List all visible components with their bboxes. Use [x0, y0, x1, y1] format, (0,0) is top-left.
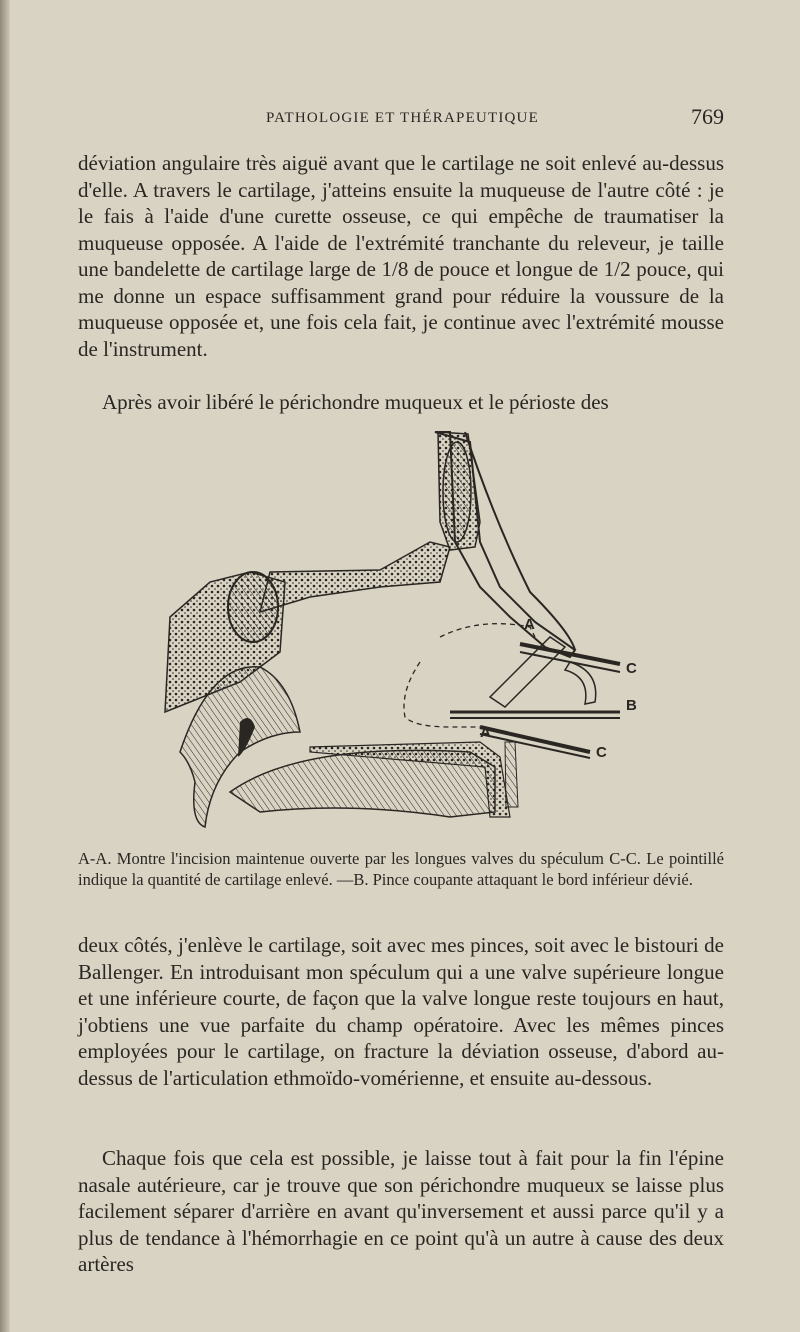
- label-b: B: [626, 697, 637, 714]
- paragraph-1: déviation angulaire très aiguë avant que le cartilage ne soit enlevé au-dessus d'elle. A travers le cartilage, j'atteins ensuite la muqueuse de l'autre côté : je le fais à l'aide d'une curette osseuse, ce qui empêche de traumatiser la muqueuse opposée. A l'aide de l'extrémité tranchante du releveur, je taille une bandelette de cartilage large de 1/8 de pouce et longue de 1/2 pouce, qui me donne un espace suffisamment grand pour réduire la voussure de la muqueuse opposée et, une fois cela fait, je continue avec l'extrémité mousse de l'instrument.: [78, 151, 724, 361]
- nasal-dorsum: [465, 432, 575, 650]
- running-title: PATHOLOGIE ET THÉRAPEUTIQUE: [266, 110, 539, 126]
- frontal-sinus: [443, 442, 471, 542]
- paragraph-2: Après avoir libéré le périchondre muqueux et le périoste des: [102, 390, 609, 414]
- ethmoid-plate: [260, 542, 450, 612]
- nasal-septum-illustration: [150, 422, 670, 842]
- paragraph-4: Chaque fois que cela est possible, je laisse tout à fait pour la fin l'épine nasale autérieure, car je trouve que son périchondre muqueux se laisse plus facilement séparer d'arrière en avant qu'inversement et aussi parce qu'il y a plus de tendance à l'hémorrhagie en ce point qu'à un autre à cause des deux artères: [78, 1146, 724, 1276]
- label-a-top: A: [524, 616, 535, 633]
- incisor: [505, 742, 518, 807]
- label-a-bottom: A: [480, 724, 491, 741]
- figure-caption: A-A. Montre l'incision maintenue ouverte par les longues valves du spéculum C-C. Le pointillé indique la quantité de cartilage enlevé. —B. Pince coupante attaquant le bord inférieur dévié.: [78, 849, 724, 889]
- sphenoid-sinus: [228, 572, 278, 642]
- page-number: 769: [691, 104, 724, 129]
- speculum-c-lower: [480, 727, 590, 752]
- label-c-top: C: [626, 660, 637, 677]
- speculum-handle: [565, 662, 596, 704]
- anatomical-figure: [150, 422, 670, 842]
- paragraph-3: deux côtés, j'enlève le cartilage, soit avec mes pinces, soit avec le bistouri de Ballenger. En introduisant mon spéculum qui a une valve supérieure longue et une inférieure courte, de façon que la valve longue reste toujours en haut, j'obtiens une vue parfaite du champ opératoire. Avec les mêmes pinces employées pour le cartilage, on fracture la déviation osseuse, d'abord au-dessus de l'articulation ethmoïdo-vomérienne, et ensuite au-dessous.: [78, 933, 724, 1090]
- page-binding-edge: [0, 0, 10, 1332]
- label-c-bottom: C: [596, 744, 607, 761]
- page-header: [78, 104, 724, 136]
